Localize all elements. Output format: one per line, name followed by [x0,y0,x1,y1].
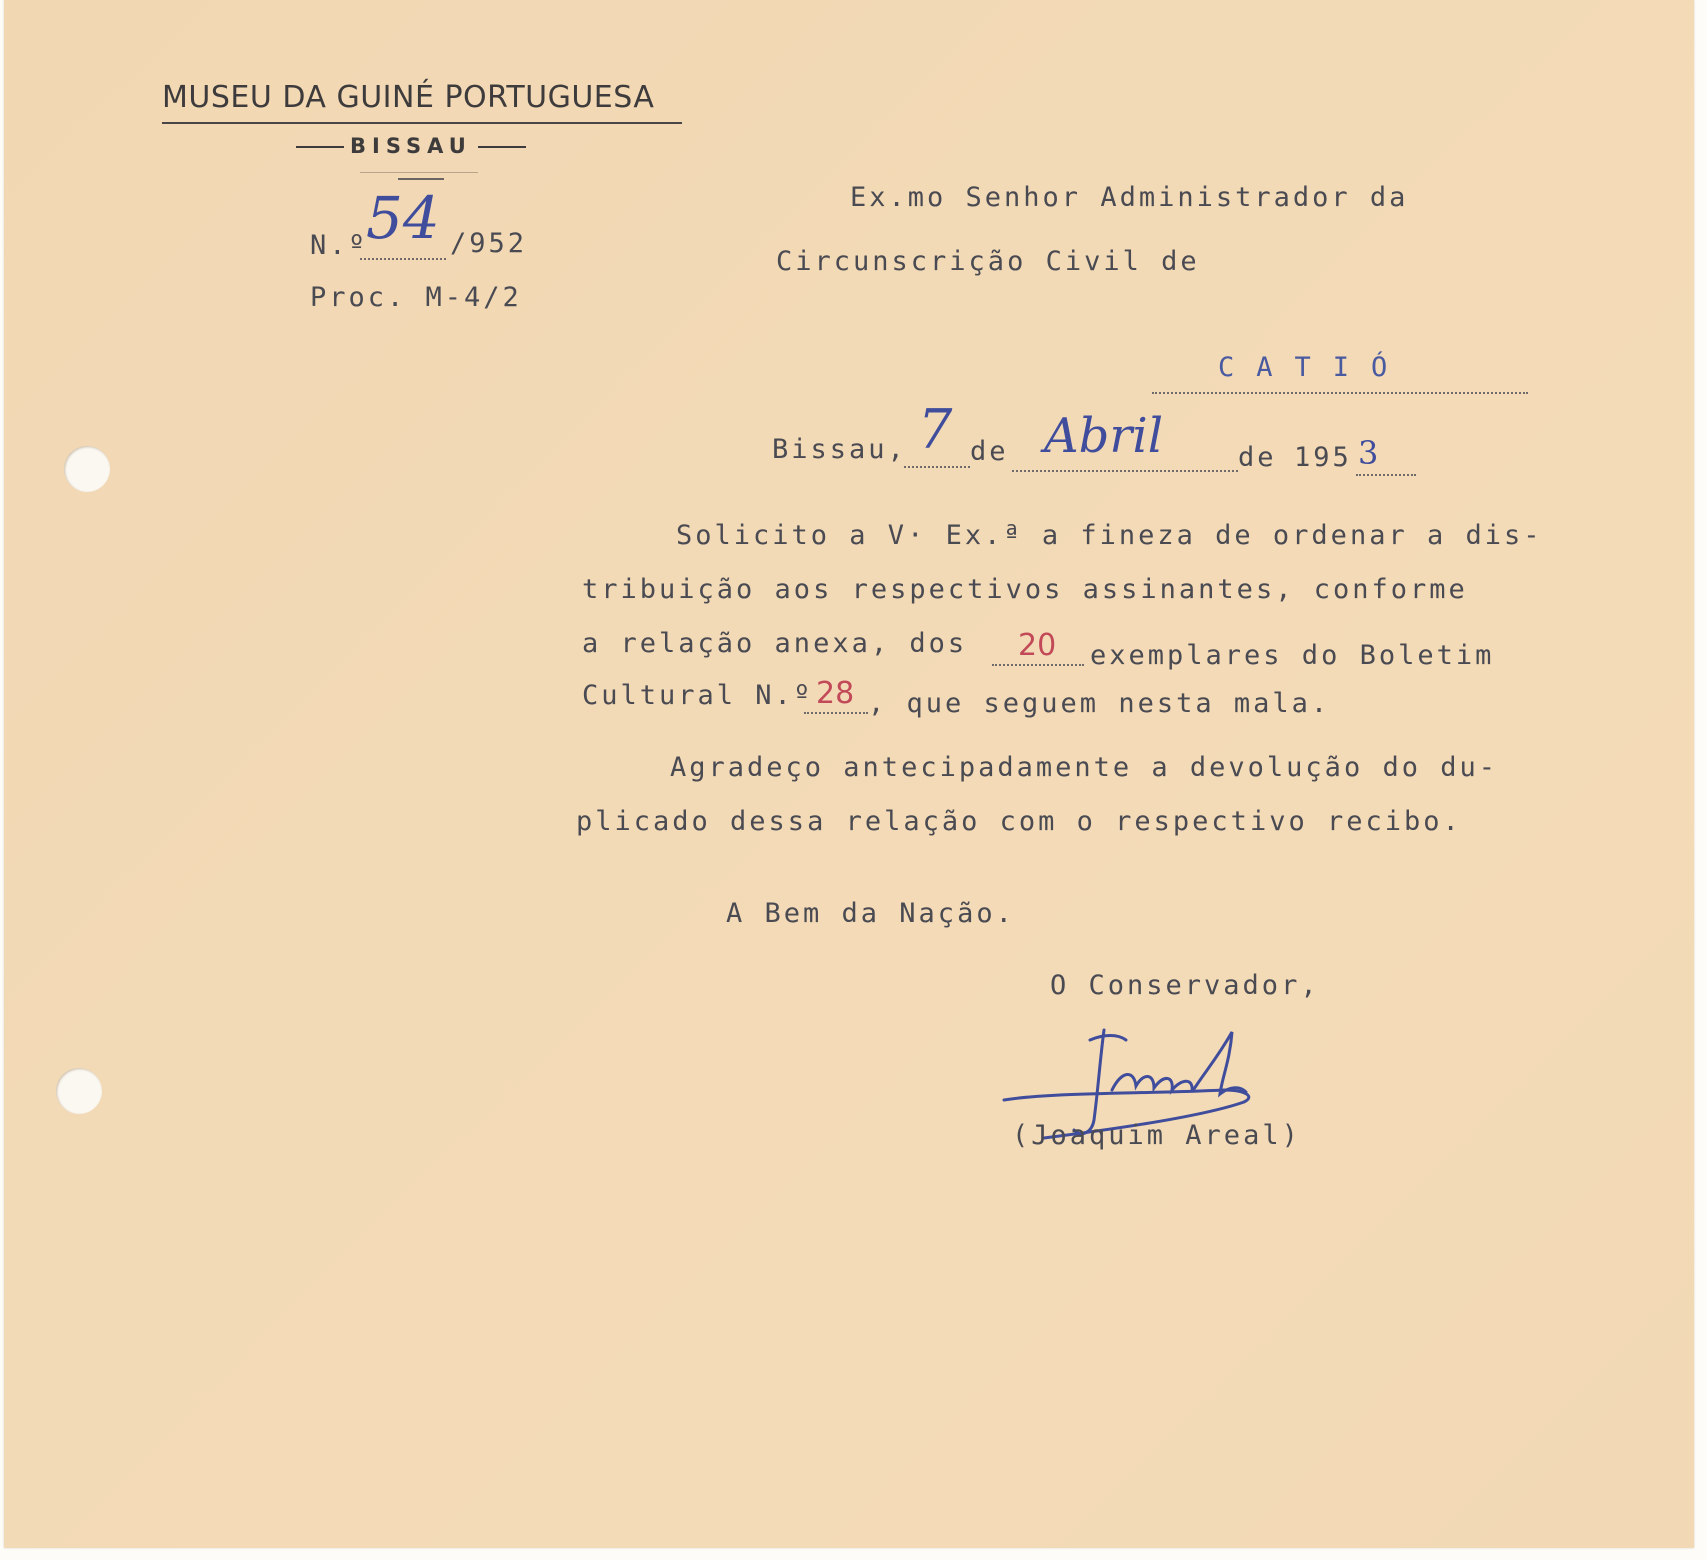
letterhead-city: BISSAU [290,134,532,158]
reference-number-handwritten: 54 [366,184,440,252]
process-reference: Proc. M-4/2 [310,282,522,313]
divider-short [398,178,444,180]
date-de-1: de [970,436,1009,467]
date-day-handwritten: 7 [918,398,953,461]
reference-number-suffix: /952 [450,228,528,259]
punch-hole-bottom [56,1068,102,1114]
divider [360,172,478,173]
body-paragraph-2-line-2: plicado dessa relação com o respectivo recibo. [576,806,1462,837]
body-paragraph-2-line-1: Agradeço antecipadamente a devolução do du- [670,752,1498,783]
bulletin-number-dotline [804,712,868,714]
addressee-place: CATIÓ [1218,352,1410,383]
letterhead-institution: MUSEU DA GUINÉ PORTUGUESA [162,80,655,115]
signatory-name: (Joaquim Areal) [1012,1120,1301,1151]
date-year-prefix: 195 [1294,442,1352,473]
body-paragraph-1-line-4a: Cultural N.º [582,680,814,711]
addressee-line-1: Ex.mo Senhor Administrador da [850,182,1409,213]
body-paragraph-1-line-2: tribuição aos respectivos assinantes, conforme [582,574,1468,605]
date-month-dotline [1012,470,1238,472]
signatory-role: O Conservador, [1050,970,1320,1001]
body-paragraph-1-line-3a: a relação anexa, dos [582,628,968,659]
addressee-place-dotline [1152,392,1528,394]
date-year-handwritten: 3 [1358,434,1379,472]
copies-count: 20 [1018,628,1057,663]
date-month-handwritten: Abril [1044,408,1164,464]
reference-number-dotline [360,258,446,260]
letter-sheet [4,0,1694,1548]
date-day-dotline [904,466,970,468]
body-paragraph-1-line-1: Solicito a V· Ex.ª a fineza de ordenar a dis- [676,520,1543,551]
body-paragraph-1-line-3b: exemplares do Boletim [1090,640,1495,671]
body-paragraph-1-line-4b: , que seguem nesta mala. [868,688,1331,719]
bulletin-number: 28 [816,676,855,711]
reference-number-prefix: N.º [310,230,368,261]
addressee-line-2: Circunscrição Civil de [776,246,1200,277]
letterhead-underline [162,122,682,124]
date-year-dotline [1356,474,1416,476]
punch-hole-top [64,446,110,492]
closing-salutation: A Bem da Nação. [726,898,1015,929]
copies-dotline [992,664,1084,666]
date-city: Bissau, [772,434,907,465]
date-de-2: de [1238,442,1277,473]
